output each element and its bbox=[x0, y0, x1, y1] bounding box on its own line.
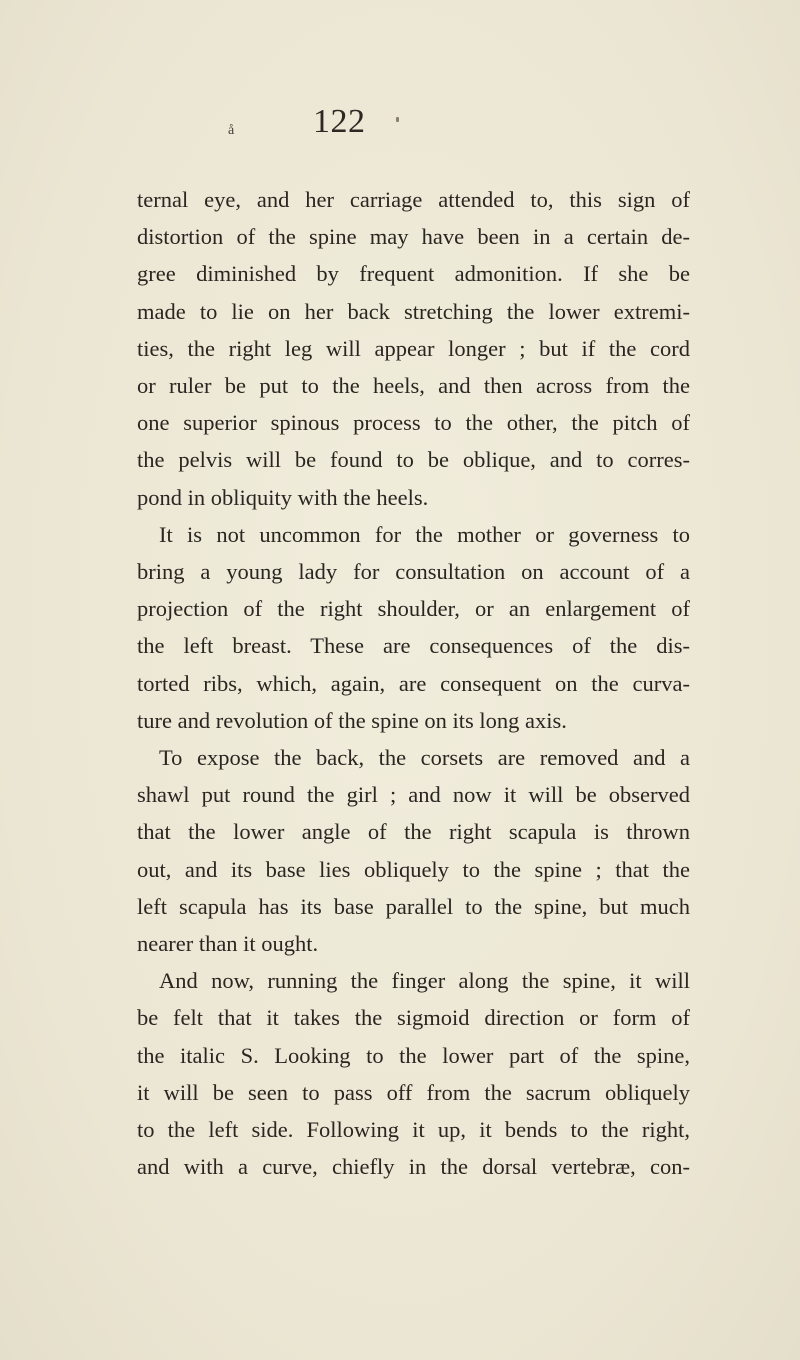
text-line: the pelvis will be found to be oblique, and to corres- bbox=[137, 447, 690, 473]
text-line: to the left side. Following it up, it bends to the right, bbox=[137, 1117, 690, 1143]
text-line: projection of the right shoulder, or an enlargement of bbox=[137, 596, 690, 622]
paragraph-4 bbox=[137, 962, 690, 1185]
text-line: one superior spinous process to the other, the pitch of bbox=[137, 410, 690, 436]
signature-mark: å bbox=[228, 123, 235, 138]
paragraph-3 bbox=[137, 739, 690, 962]
page-number: 122 bbox=[313, 103, 366, 140]
text-line: nearer than it ought. bbox=[137, 931, 319, 957]
text-line: made to lie on her back stretching the lower extremi- bbox=[137, 298, 690, 324]
paragraph-2 bbox=[137, 516, 690, 739]
text-line: bring a young lady for consultation on account of a bbox=[137, 559, 690, 585]
paragraph-1 bbox=[137, 181, 690, 516]
text-line: that the lower angle of the right scapula is thrown bbox=[137, 819, 690, 845]
text-line: be felt that it takes the sigmoid direction or form of bbox=[137, 1005, 690, 1031]
text-line: it will be seen to pass off from the sacrum obliquely bbox=[137, 1079, 690, 1105]
text-line: or ruler be put to the heels, and then across from the bbox=[137, 373, 690, 399]
ink-speck bbox=[396, 117, 399, 122]
text-line: ties, the right leg will appear longer ; but if the cord bbox=[137, 335, 690, 361]
text-line: gree diminished by frequent admonition. If she be bbox=[137, 261, 690, 287]
text-line: out, and its base lies obliquely to the spine ; that the bbox=[137, 856, 690, 882]
text-line: the italic S. Looking to the lower part of the spine, bbox=[137, 1042, 690, 1068]
text-line: And now, running the finger along the spine, it will bbox=[159, 968, 690, 994]
text-line: torted ribs, which, again, are consequent on the curva- bbox=[137, 670, 690, 696]
text-line: It is not uncommon for the mother or governess to bbox=[159, 521, 690, 547]
text-line: shawl put round the girl ; and now it will be observed bbox=[137, 782, 690, 808]
text-line: the left breast. These are consequences of the dis- bbox=[137, 633, 690, 659]
text-line: pond in obliquity with the heels. bbox=[137, 484, 429, 510]
text-line: To expose the back, the corsets are removed and a bbox=[159, 745, 690, 771]
text-line: ture and revolution of the spine on its long axis. bbox=[137, 707, 567, 733]
text-line: left scapula has its base parallel to the spine, but much bbox=[137, 893, 690, 919]
body-text bbox=[137, 181, 690, 1185]
page-header bbox=[0, 103, 800, 143]
text-line: distortion of the spine may have been in a certain de- bbox=[137, 224, 690, 250]
text-line: ternal eye, and her carriage attended to, this sign of bbox=[137, 187, 690, 212]
text-line: and with a curve, chiefly in the dorsal vertebræ, con- bbox=[137, 1154, 690, 1180]
